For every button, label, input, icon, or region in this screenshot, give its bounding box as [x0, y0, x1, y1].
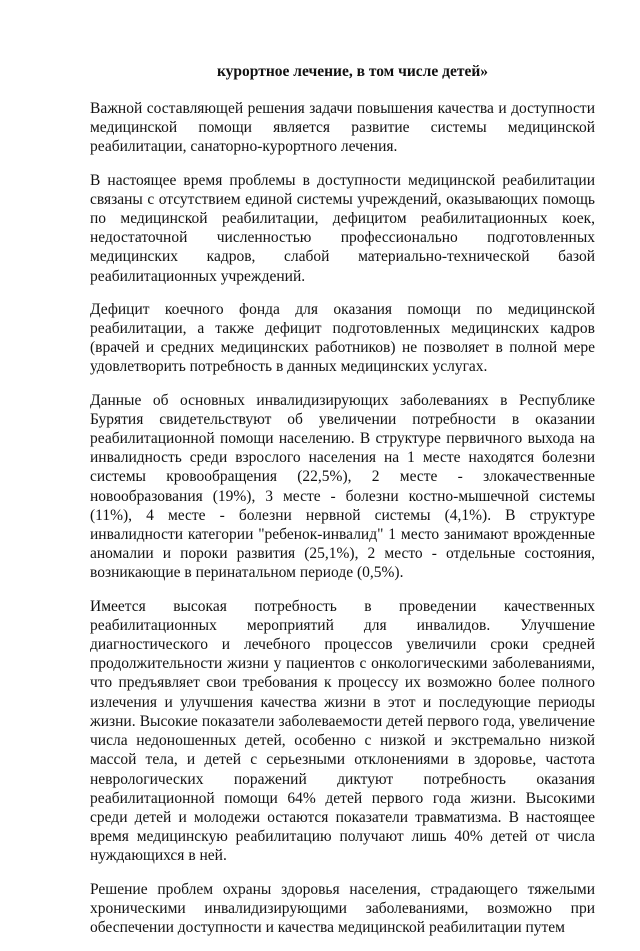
section-heading: курортное лечение, в том числе детей»	[216, 63, 489, 80]
paragraph-1: Важной составляющей решения задачи повышения качества и доступности медицинской помощи является развитие системы медицинской реабилитации, санаторно-курортного лечения.	[90, 100, 595, 156]
paragraph-6: Решение проблем охраны здоровья населения, страдающего тяжелыми хроническими инвалидизирующими заболеваниями, возможно при обеспечении доступности и качества медицинской реабилитации путем	[90, 880, 595, 936]
document-page	[90, 62, 595, 951]
paragraph-3: Дефицит коечного фонда для оказания помощи по медицинской реабилитации, а также дефицит подготовленных медицинских кадров (врачей и средних медицинских работников) не позволяет в полной мере удовлетворить потребность в данных медицинских услугах.	[90, 300, 595, 376]
paragraph-4: Данные об основных инвалидизирующих заболеваниях в Республике Бурятия свидетельствуют об увеличении потребности в оказании реабилитационной помощи населению. В структуре первичного выхода на инвалидность среди взрослого населения на 1 месте находятся болезни системы кровообращения (22,5%), 2 месте - злокачественные новообразования (19%), 3 месте - болезни костно-мышечной системы (11%), 4 месте - болезни нервной системы (4,1%). В структуре инвалидности категории "ребенок-инвалид" 1 место занимают врожденные аномалии и пороки развития (25,1%), 2 место - отдельные состояния, возникающие в перинатальном периоде (0,5%).	[90, 391, 595, 582]
paragraph-2: В настоящее время проблемы в доступности медицинской реабилитации связаны с отсутствием единой системы учреждений, оказывающих помощь по медицинской реабилитации, дефицитом реабилитационных коек, недостаточной численностью профессионально подготовленных медицинских кадров, слабой материально-технической базой реабилитационных учреждений.	[90, 171, 595, 285]
paragraph-5: Имеется высокая потребность в проведении качественных реабилитационных мероприятий для инвалидов. Улучшение диагностического и лечебного процессов увеличили сроки средней продолжительности жизни у пациентов с онкологическими заболеваниями, что предъявляет свои требования к процессу их возможно более полного излечения и улучшения качества жизни в этот и последующие периоды жизни. Высокие показатели заболеваемости детей первого года, увеличение числа недоношенных детей, особенно с низкой и экстремально низкой массой тела, и детей с серьезными отклонениями в здоровье, частота неврологических поражений диктуют потребность оказания реабилитационной помощи 64% детей первого года жизни. Высокими среди детей и молодежи остаются показатели травматизма. В настоящее время медицинскую реабилитацию получают лишь 40% детей от числа нуждающихся в ней.	[90, 597, 595, 865]
